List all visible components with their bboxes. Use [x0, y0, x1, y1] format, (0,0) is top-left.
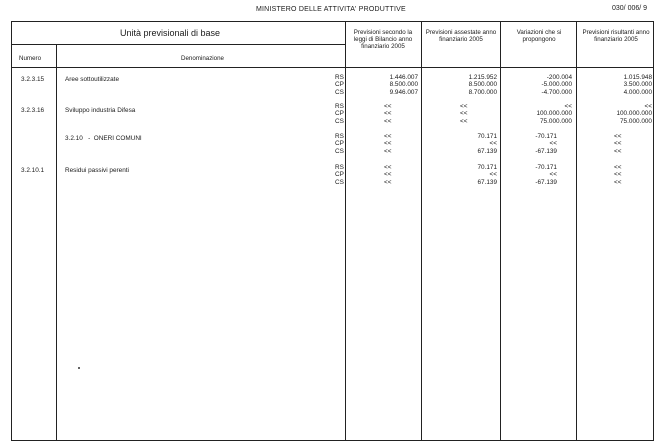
col-header-prev-bilancio: Previsioni secondo la leggi di Bilancio anno finanziario 2005: [353, 29, 413, 50]
row-assestate: 1.215.952 8.500.000 8.700.000: [468, 74, 497, 96]
row-bilancio: << << <<: [384, 133, 392, 155]
row-bilancio: << << <<: [384, 164, 392, 186]
row-denominazione: Sviluppo industria Difesa: [65, 107, 136, 114]
col-divider-types: [345, 21, 346, 441]
ministry-title: MINISTERO DELLE ATTIVITA' PRODUTTIVE: [256, 6, 406, 13]
row-risultanti: << << <<: [614, 164, 622, 186]
row-risultanti: 1.015.948 3.500.000 4.000.000: [623, 74, 652, 96]
col-header-prev-risultanti: Previsioni risultanti anno finanziario 2005: [582, 29, 650, 43]
row-denominazione: 3.2.10 - ONERI COMUNI: [65, 135, 142, 142]
col-divider-bilancio: [421, 21, 422, 441]
row-variazioni: << 100.000.000 75.000.000: [536, 103, 572, 125]
row-numero: 3.2.10.1: [21, 167, 45, 174]
row-numero: 3.2.3.16: [21, 107, 45, 114]
row-numero: 3.2.3.15: [21, 76, 45, 83]
row-variazioni: -70.171 << -67.139: [535, 133, 557, 155]
row-bilancio: 1.446.007 8.500.000 9.946.007: [389, 74, 418, 96]
scan-speck: [78, 367, 80, 369]
col-header-numero: Numero: [19, 55, 42, 62]
row-bilancio: << << <<: [384, 103, 392, 125]
col-divider-variazioni: [576, 21, 577, 441]
row-assestate: << << <<: [460, 103, 468, 125]
col-divider-assestate: [500, 21, 501, 441]
row-risultanti: << << <<: [614, 133, 622, 155]
row-types: RS CP CS: [335, 133, 344, 155]
header-divider-unit: [12, 44, 345, 45]
row-denominazione: Residui passivi perenti: [65, 167, 129, 174]
col-header-denominazione: Denominazione: [181, 55, 224, 62]
row-types: RS CP CS: [335, 103, 344, 125]
row-types: RS CP CS: [335, 164, 344, 186]
row-variazioni: -200.004 -5.000.000 -4.700.000: [541, 74, 572, 96]
row-types: RS CP CS: [335, 74, 344, 96]
header-bottom-line: [12, 67, 654, 68]
page-code: 030/ 006/ 9: [612, 5, 648, 12]
col-header-prev-assestate: Previsioni assestate anno finanziario 2005: [425, 29, 497, 43]
row-variazioni: -70.171 << -67.139: [535, 164, 557, 186]
col-divider-numero: [56, 44, 57, 441]
row-assestate: 70.171 << 67.139: [477, 164, 497, 186]
row-risultanti: << 100.000.000 75.000.000: [616, 103, 652, 125]
row-denominazione: Aree sottoutilizzate: [65, 76, 119, 83]
col-header-variazioni: Variazioni che si propongono: [516, 29, 562, 43]
row-assestate: 70.171 << 67.139: [477, 133, 497, 155]
unit-title: Unità previsionali di base: [120, 28, 221, 38]
